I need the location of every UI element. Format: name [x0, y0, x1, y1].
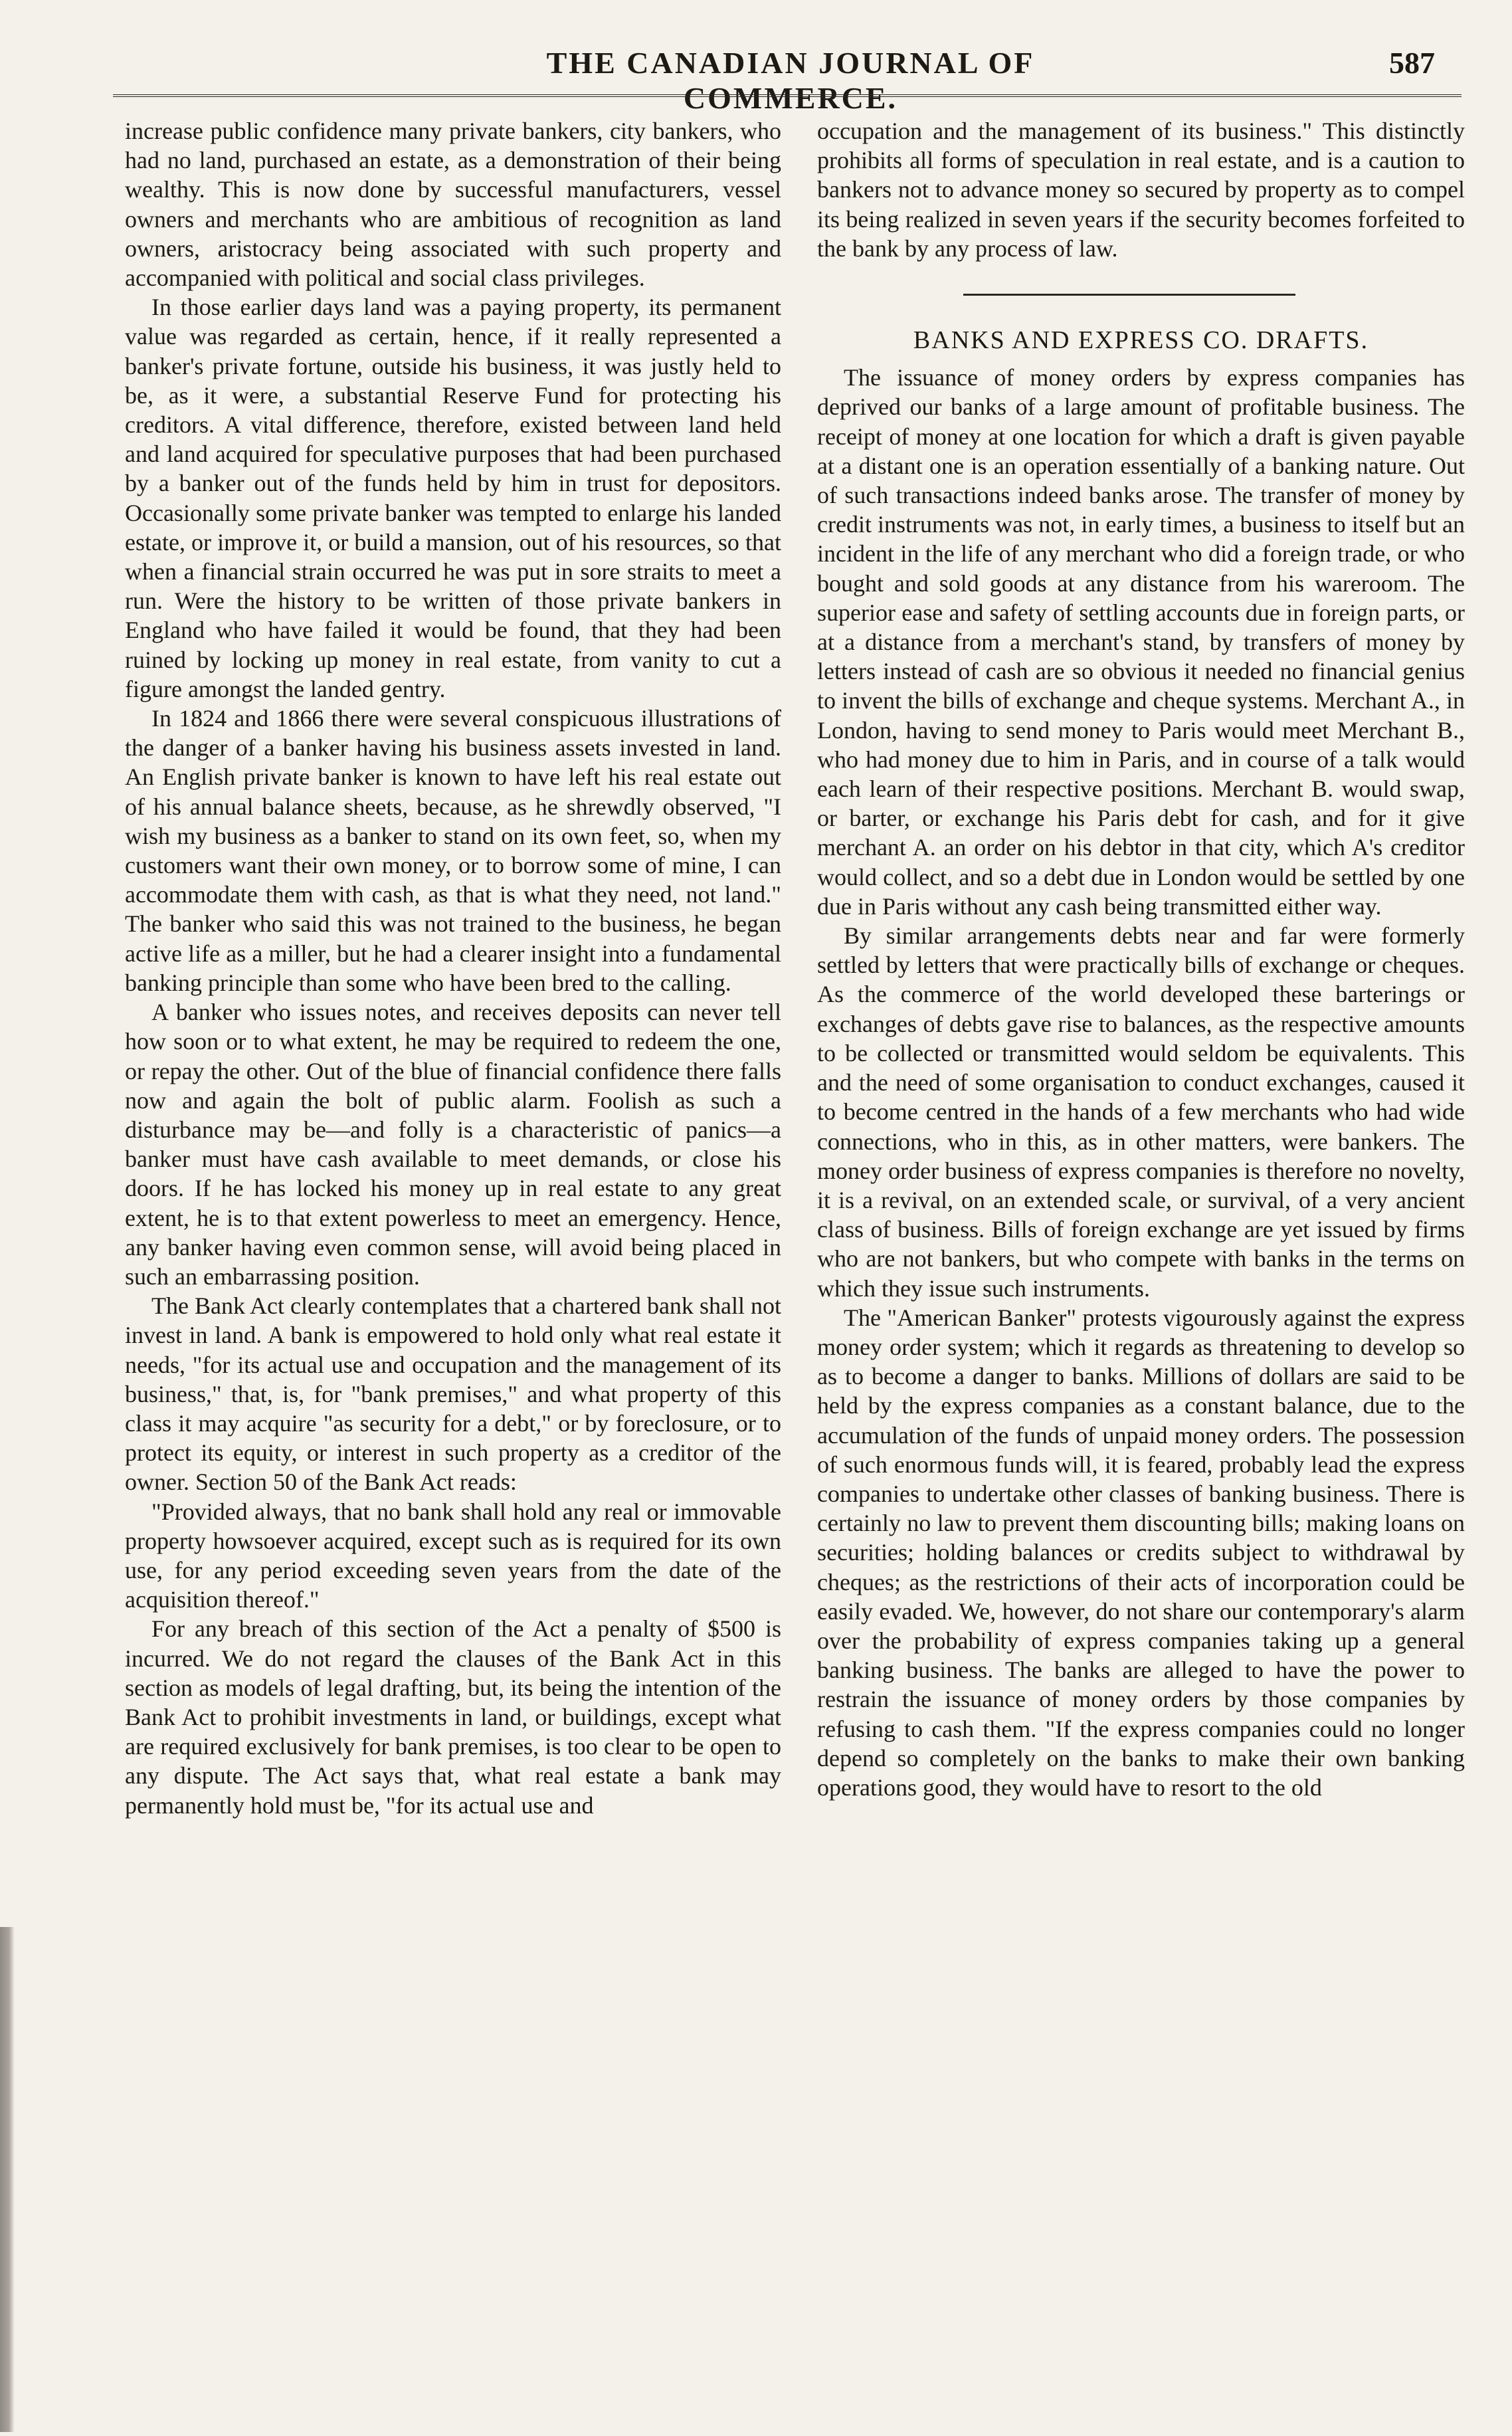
paragraph: In those earlier days land was a paying property, its permanent value was regarded as certain, hence, if it really represented a banker's private fortune, outside his business, it was justly held to be, as it were, a substantial Reserve Fund for protecting his creditors. A vital difference, therefore, existed between land held and land acquired for speculative purposes that had been purchased by a banker out of the funds held by him in trust for depositors. Occasionally some private banker was tempted to enlarge his landed estate, or improve it, or build a mansion, out of his resources, so that when a financial strain occurred he was put in sore straits to meet a run. Were the history to be written of those private bankers in England who have failed it would be found, that they had been ruined by locking up money in real estate, from vanity to cut a figure amongst the landed gentry.	[125, 294, 781, 702]
quoted-statute: "Provided always, that no bank shall hold any real or immovable property howsoever acquired, except such as is required for its own use, for any period exceeding seven years from the date of the acquisition thereof."	[125, 1498, 781, 1613]
paragraph: In 1824 and 1866 there were several conspicuous illustrations of the danger of a banker having his business assets invested in land. An English private banker is known to have left his real estate out of his annual balance sheets, because, as he shrewdly observed, "I wish my business as a banker to stand on its own feet, so, when my customers want their own money, or to borrow some of mine, I can accommodate them with cash, as that is what they need, not land." The banker who said this was not trained to the business, he began active life as a miller, but he had a clearer insight into a fundamental banking principle than some who have been bred to the calling.	[125, 705, 781, 996]
binding-edge-mark	[0, 1927, 15, 2432]
paragraph: The "American Banker" protests vigourously against the express money order system; which it regards as threatening to develop so as to become a danger to banks. Millions of dollars are said to be held by the express companies as a constant balance, due to the accumulation of the funds of unpaid money orders. The possession of such enormous funds will, it is feared, probably lead the express companies to undertake other classes of banking business. There is certainly no law to prevent them discounting bills; making loans on securities; holding balances or credits subject to withdrawal by cheques; as the restrictions of their acts of incorporation could be easily evaded. We, however, do not share our contemporary's alarm over the probability of express companies taking up a general banking business. The banks are alleged to have the power to restrain the issuance of money orders by those companies by refusing to cash them. "If the express companies could no longer depend so completely on the banks to make their own banking operations good, they would have to resort to the old	[817, 1304, 1465, 1801]
paragraph: The issuance of money orders by express companies has deprived our banks of a large amount of profitable business. The receipt of money at one location for which a draft is given payable at a distant one is an operation essentially of a banking nature. Out of such transactions indeed banks arose. The transfer of money by credit instruments was not, in early times, a business to itself but an incident in the life of any merchant who did a foreign trade, or who bought and sold goods at any distance from his wareroom. The superior ease and safety of settling accounts due in foreign parts, or at a distance from a merchant's stand, by transfers of money by letters instead of cash are so obvious it needed no financial genius to invent the bills of exchange and cheque systems. Merchant A., in London, having to send money to Paris would meet Merchant B., who had money due to him in Paris, and in course of a talk would each learn of their respective positions. Merchant B. would swap, or barter, or exchange his Paris debt for cash, and for it give merchant A. an order on his debtor in that city, which A's creditor would collect, and so a debt due in London would be settled by one due in Paris without any cash being transmitted either way.	[817, 364, 1465, 920]
paragraph: The Bank Act clearly contemplates that a chartered bank shall not invest in land. A bank is empowered to hold only what real estate it needs, "for its actual use and occupation and the management of its business," that, is, for "bank premises," and what property of this class it may acquire "as security for a debt," or by foreclosure, or to protect its equity, or interest in such property as a creditor of the owner. Section 50 of the Bank Act reads:	[125, 1292, 781, 1496]
right-column	[817, 116, 1465, 1802]
section-divider	[817, 263, 1465, 316]
paragraph: For any breach of this section of the Act a penalty of $500 is incurred. We do not regard the clauses of the Bank Act in this section as models of legal drafting, but, its being the intention of the Bank Act to prohibit investments in land, or buildings, except what are required exclusively for bank premises, is too clear to be open to any dispute. The Act says that, what real estate a bank may permanently hold must be, "for its actual use and	[125, 1615, 781, 1819]
section-rule	[963, 294, 1295, 296]
section-heading: BANKS AND EXPRESS CO. DRAFTS.	[913, 326, 1369, 355]
paragraph: occupation and the management of its business." This distinctly prohibits all forms of speculation in real estate, and is a caution to bankers not to advance money so secured by property as to compel its being realized in seven years if the security becomes forfeited to the bank by any process of law.	[817, 118, 1465, 262]
header-rule	[113, 94, 1462, 97]
page-number: 587	[1389, 46, 1435, 80]
paragraph: increase public confidence many private bankers, city bankers, who had no land, purchased an estate, as a demonstration of their being wealthy. This is now done by successful manufacturers, vessel owners and merchants who are ambitious of recognition as land owners, aristocracy being associated with such property and accompanied with political and social class privileges.	[125, 118, 781, 292]
left-column	[125, 116, 781, 1820]
paragraph: By similar arrangements debts near and far were formerly settled by letters that were practically bills of exchange or cheques. As the commerce of the world developed these barterings or exchanges of debts gave rise to balances, as the respective amounts to be collected or transmitted would seldom be equivalents. This and the need of some organisation to conduct exchanges, caused it to become centred in the hands of a few merchants who had wide connections, who in this, as in other matters, were bankers. The money order business of express companies is therefore no novelty, it is a revival, on an extended scale, or survival, of a very ancient class of business. Bills of foreign exchange are yet issued by firms who are not bankers, but who compete with banks in the terms on which they issue such instruments.	[817, 922, 1465, 1302]
running-head	[0, 39, 1512, 115]
paragraph: A banker who issues notes, and receives deposits can never tell how soon or to what extent, he may be required to redeem the one, or repay the other. Out of the blue of financial confidence there falls now and again the bolt of public alarm. Foolish as such a disturbance may be—and folly is a characteristic of panics—a banker must have cash available to meet demands, or close his doors. If he has locked his money up in real estate to any great extent, he is to that extent powerless to meet an emergency. Hence, any banker having even common sense, will avoid being placed in such an embarrassing position.	[125, 999, 781, 1290]
journal-title: THE CANADIAN JOURNAL OF COMMERCE.	[546, 46, 1035, 115]
